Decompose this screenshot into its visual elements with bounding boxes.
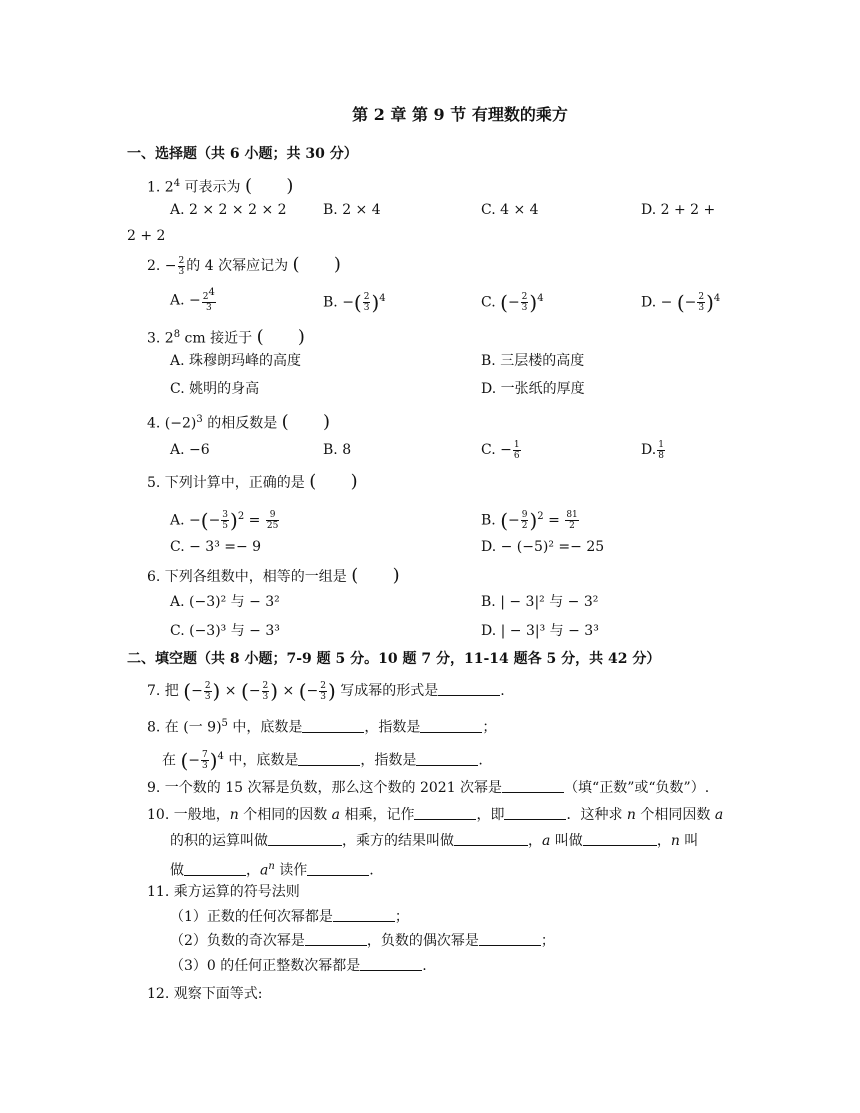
question-3-stem: 3. $2^8$ cm 接近于 ( ) [147, 326, 305, 348]
section-heading-choice: 一、选择题（共 6 小题；共 30 分） [127, 146, 358, 162]
q8-exponent-blank-1[interactable] [420, 718, 482, 733]
q11-blank-1[interactable] [333, 907, 395, 922]
q10-exponent-name-blank[interactable] [184, 861, 246, 876]
q5-option-a: A. −(− $\frac{3}{5}$ )$^2$ = $\frac{9}{25}$ [170, 508, 279, 533]
q10-expansion-blank[interactable] [504, 805, 566, 820]
q6-option-b: B. | − 3|² 与 − 3² [481, 594, 599, 610]
q1-option-b: B. 2 × 4 [323, 202, 381, 218]
q2-option-a: A. − $\frac{2^4}{3}$ [170, 287, 215, 313]
q8-base-blank-1[interactable] [302, 718, 364, 733]
question-9: 9. 一个数的 15 次幂是负数，那么这个数的 2021 次幂是 （填“正数”或“负数”）. [147, 780, 710, 796]
q6-option-c: C. (−3)³ 与 − 3³ [170, 623, 280, 639]
question-7: 7. 把 (− $\frac{2}{3}$ ) × (− $\frac{2}{3}$ ) × (− $\frac{2}{3}$ ) 写成幂的形式是 . [147, 679, 505, 703]
q4-option-d: D. $\frac{1}{8}$ [641, 439, 664, 461]
q4-option-b: B. 8 [323, 442, 352, 458]
question-1-stem: 1. $2^4$ 可表示为 ( ) [147, 175, 294, 197]
q10-reading-blank[interactable] [307, 861, 369, 876]
q11-blank-3[interactable] [479, 931, 541, 946]
q1-option-a: A. 2 × 2 × 2 × 2 [170, 202, 287, 218]
q3-option-c: C. 姚明的身高 [170, 381, 260, 397]
q10-notation-blank[interactable] [414, 805, 476, 820]
q7-answer-blank[interactable] [438, 681, 500, 696]
q1-option-d-continued: 2 + 2 [127, 228, 166, 244]
question-12-stem: 12. 观察下面等式: [147, 986, 263, 1002]
question-4-stem: 4. $(-2)^3$ 的相反数是 ( ) [147, 411, 331, 433]
question-2-stem: 2. − $\frac{2}{3}$ 的 4 次幂应记为 ( ) [147, 254, 341, 277]
q5-option-b: B. (− $\frac{9}{2}$ )$^2$ = $\frac{81}{2}$ [481, 508, 578, 533]
q3-option-a: A. 珠穆朗玛峰的高度 [170, 353, 302, 369]
q10-base-name-blank[interactable] [583, 831, 657, 846]
question-8-line-2: 在 (− $\frac{7}{3}$ )$^4$ 中，底数是 ，指数是 . [162, 748, 483, 773]
q11-blank-4[interactable] [360, 956, 422, 971]
page-title: 第 2 章 第 9 节 有理数的乘方 [352, 105, 568, 124]
q4-option-c: C. − $\frac{1}{6}$ [481, 439, 520, 461]
question-10-line-1: 10. 一般地，n 个相同的因数 a 相乘，记作 ，即 ．这种求 n 个相同因数 a [147, 807, 724, 823]
q6-option-d: D. | − 3|³ 与 − 3³ [481, 623, 599, 639]
q1-option-d: D. 2 + 2 + [641, 202, 716, 218]
question-11-part-1: （1）正数的任何次幂都是 ； [170, 909, 409, 925]
question-11-part-2: （2）负数的奇次幂是 ，负数的偶次幂是 ； [170, 933, 555, 949]
q3-option-d: D. 一张纸的厚度 [481, 381, 585, 397]
q8-exponent-blank-2[interactable] [416, 751, 478, 766]
question-10-line-2: 的积的运算叫做 ，乘方的结果叫做 ，a 叫做 ，n 叫 [170, 833, 699, 849]
question-6-stem: 6. 下列各组数中，相等的一组是 ( ) [147, 565, 400, 586]
q2-option-c: C. (− $\frac{2}{3}$ )$^4$ [481, 290, 544, 315]
question-8-line-1: 8. 在 (一 9)$^5$ 中，底数是 ，指数是 ； [147, 718, 497, 736]
section-heading-fill: 二、填空题（共 8 小题；7-9 题 5 分。10 题 7 分，11-14 题各 5 分，共 42 分） [127, 651, 661, 667]
q5-option-c: C. − 3³ =− 9 [170, 539, 262, 555]
q2-option-d: D. − (− $\frac{2}{3}$ )$^4$ [641, 290, 721, 315]
q9-answer-blank[interactable] [502, 778, 564, 793]
question-5-stem: 5. 下列计算中，正确的是 ( ) [147, 471, 358, 492]
q8-base-blank-2[interactable] [298, 751, 360, 766]
question-10-line-3: 做 ，$a^n$ 读作 . [170, 861, 374, 879]
question-11-stem: 11. 乘方运算的符号法则 [147, 884, 300, 900]
q11-blank-2[interactable] [305, 931, 367, 946]
q5-option-d: D. − (−5)² =− 25 [481, 539, 605, 555]
q4-option-a: A. −6 [170, 442, 210, 458]
q2-option-b: B. −( $\frac{2}{3}$ )$^4$ [323, 290, 386, 315]
q10-operation-blank[interactable] [268, 831, 342, 846]
question-11-part-3: （3）0 的任何正整数次幂都是 . [170, 958, 427, 974]
q1-option-c: C. 4 × 4 [481, 202, 539, 218]
q6-option-a: A. (−3)² 与 − 3² [170, 594, 280, 610]
q3-option-b: B. 三层楼的高度 [481, 353, 585, 369]
q10-result-blank[interactable] [454, 831, 528, 846]
